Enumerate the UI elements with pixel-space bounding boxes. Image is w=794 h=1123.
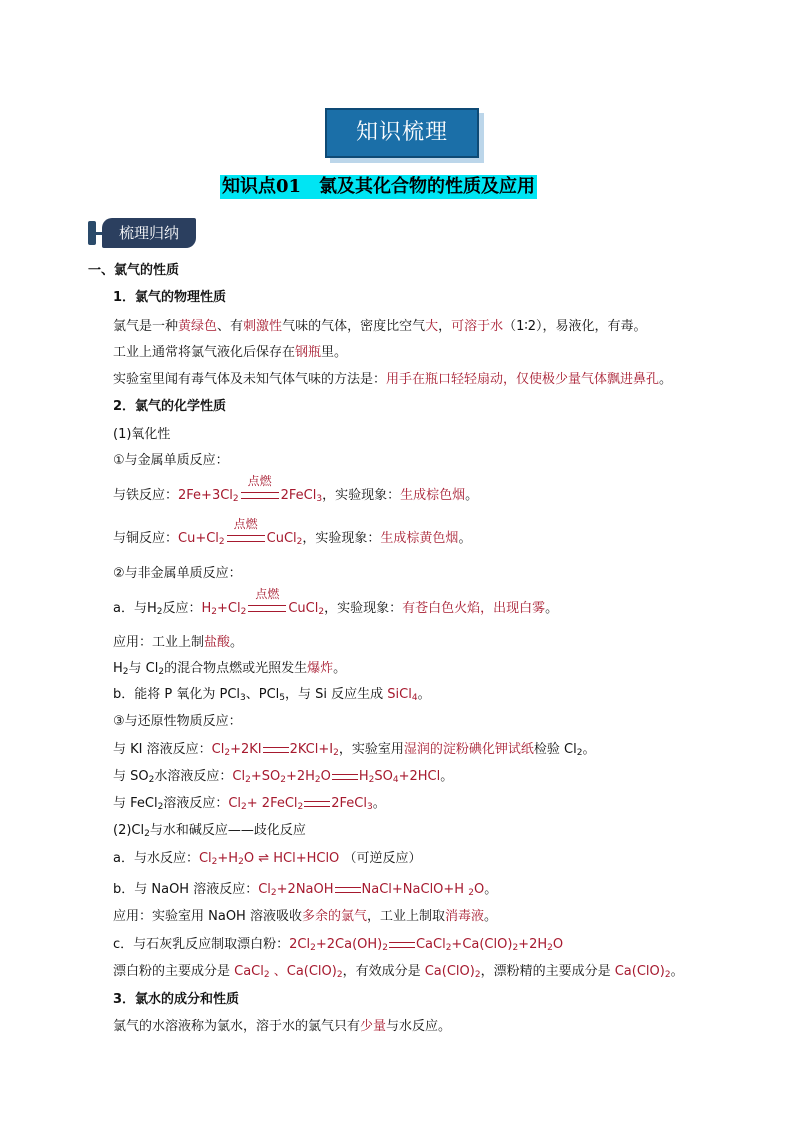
heading-chlorine-properties: 一、氯气的性质 <box>88 263 180 278</box>
line-reducing-reactions: ③与还原性物质反应： <box>113 714 242 729</box>
line-water-reaction: a．与水反应：$Cl_2+H_2O$ ⇌ HCl+HClO （可逆反应） <box>113 851 422 867</box>
line-application-hcl: 应用：工业上制盐酸。 <box>113 635 244 650</box>
line-so2-reaction: 与 $SO_2$水溶液反应：$Cl_2+SO_2+2H_2O$ $H_2SO_4+2HCl$。 <box>113 769 454 785</box>
line-oxidation: (1)氧化性 <box>113 427 171 442</box>
line-physical-1: 氯气是一种黄绿色、有刺激性气味的气体，密度比空气大，可溶于水（1∶2），易液化，有毒。 <box>113 319 647 334</box>
line-lime-reaction: c．与石灰乳反应制取漂白粉：$2Cl_2+2Ca(OH)_2$ $CaCl_2+Ca(ClO)_2+2H_2O$ <box>113 937 564 953</box>
line-iron-reaction: 与铁反应：$2Fe+3Cl_2$ 点燃 2FeCl$_3$，实验现象：生成棕色烟。 <box>113 474 479 504</box>
line-copper-reaction: 与铜反应：$Cu+Cl_2$ 点燃 CuCl$_2$，实验现象：生成棕黄色烟。 <box>113 517 472 547</box>
line-hydrogen-reaction: a．与$H_2$反应：$H_2+Cl_2$ 点燃 CuCl$_2$，实验现象：有苍白色火焰，出现白雾。 <box>113 587 559 617</box>
line-naoh-reaction: b．与 NaOH 溶液反应：$Cl_2+2NaOH$ NaCl+NaClO+H $_2$O。 <box>113 882 498 898</box>
line-metal-reactions: ①与金属单质反应： <box>113 453 229 468</box>
heading-physical-properties: 1．氯气的物理性质 <box>113 290 227 305</box>
line-disproportionation: $(2)Cl_2$与水和碱反应——歧化反应 <box>113 823 306 839</box>
summary-tag-label: 梳理归纳 <box>102 218 196 248</box>
line-h2-cl2-mixture: $H_2$与 $Cl_2$的混合物点燃或光照发生爆炸。 <box>113 661 347 677</box>
section-badge: 知识梳理 <box>325 108 479 158</box>
line-chlorine-water: 氯气的水溶液称为氯水，溶于水的氯气只有少量与水反应。 <box>113 1019 452 1034</box>
line-physical-2: 工业上通常将氯气液化后保存在钢瓶里。 <box>113 345 348 360</box>
heading-chemical-properties: 2．氯气的化学性质 <box>113 399 227 414</box>
line-fecl2-reaction: 与 FeCl$_2$溶液反应：$Cl_2+$ 2FeCl$_2$ 2FeCl$_3$。 <box>113 796 386 812</box>
line-nonmetal-reactions: ②与非金属单质反应： <box>113 566 242 581</box>
knowledge-point-title: 知识点01 氯及其化合物的性质及应用 <box>222 176 536 197</box>
line-physical-3: 实验室里闻有毒气体及未知气体气味的方法是：用手在瓶口轻轻扇动，仅使极少量气体飘进鼻孔。 <box>113 372 673 387</box>
line-phosphorus-silicon: b．能将 P 氧化为 PCl$_3$、PCl$_5$，与 Si 反应生成 SiCl$_4$。 <box>113 687 431 703</box>
heading-chlorine-water: 3．氯水的成分和性质 <box>113 992 240 1007</box>
line-application-disinfectant: 应用：实验室用 NaOH 溶液吸收多余的氯气，工业上制取消毒液。 <box>113 909 498 924</box>
line-ki-reaction: 与 KI 溶液反应：$Cl_2+2KI$ $2KCl+I_2$，实验室用湿润的淀粉碘化钾试纸检验 $Cl_2$。 <box>113 742 596 758</box>
line-bleaching-powder: 漂白粉的主要成分是 CaCl$_2$ 、$Ca(ClO)_2$，有效成分是 $Ca(ClO)_2$，漂粉精的主要成分是 $Ca(ClO)_2$。 <box>113 964 684 980</box>
